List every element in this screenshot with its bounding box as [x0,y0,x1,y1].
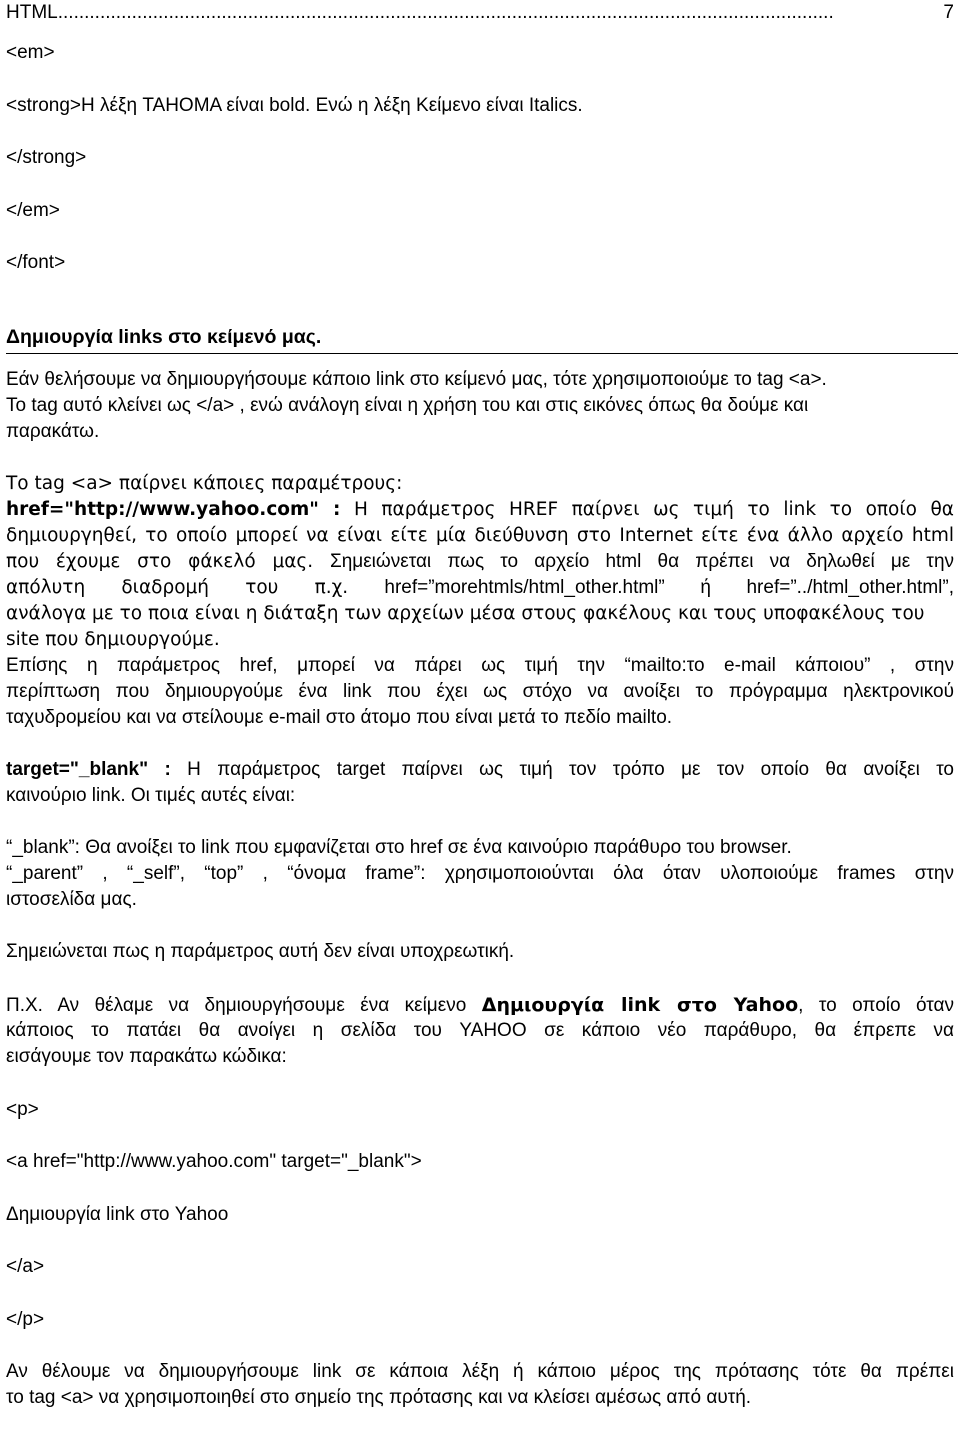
code-line: </strong> [6,147,87,168]
intro-line: Το tag αυτό κλείνει ως </a> , ενώ ανάλογη είναι η χρήση του και στις εικόνες όπως θα δούμε και [6,395,809,416]
href-line: ταχυδρομείου και να στείλουμε e-mail στο άτομο που είναι μετά το πεδίο mailto. [6,707,673,728]
code-line: <p> [6,1099,39,1120]
href-line-text: απόλυτη διαδρομή του π.χ. [6,577,349,598]
section-title: Δημιουργία links στο κείμενό μας. [6,326,322,348]
example-suffix: , το οποίο όταν [798,995,955,1016]
href-line-text: href=”morehtmls/html_other.html” ή href=”../html_other.html”, [384,577,954,598]
href-line-text: που έχουμε στο φάκελό μας. [6,551,314,572]
target-line-text: Οι τιμές αυτές είναι: [130,785,296,806]
href-line [6,575,954,601]
example-line [6,992,954,1019]
intro-line: Εάν θελήσουμε να δημιουργήσουμε κάποιο link στο κείμενό μας, τότε χρησιμοποιούμε το tag <a>. [6,369,827,390]
target-line [6,783,954,809]
note-line: Σημειώνεται πως η παράμετρος αυτή δεν είναι υποχρεωτική. [6,941,515,962]
closing-line: το tag <a> να χρησιμοποιηθεί στο σημείο της πρότασης και να κλείσει αμέσως από αυτή. [6,1387,752,1408]
section-divider [6,353,958,354]
value-line: ιστοσελίδα μας. [6,889,137,910]
toc-line [6,0,954,26]
href-line: δημιουργηθεί, το οποίο μπορεί να είναι είτε μία διεύθυνση στο Internet είτε ένα άλλο αρχείο html [6,525,954,546]
code-line: <em> [6,42,55,63]
href-line-text: Σημειώνεται πως το αρχείο html θα πρέπει να δηλωθεί με την [329,551,955,572]
href-line: Επίσης η παράμετρος href, μπορεί να πάρει ως τιμή την “mailto:το e-mail κάποιου” , στην [6,655,954,676]
href-line [6,549,954,575]
code-line: </font> [6,252,66,273]
href-line [6,497,954,523]
example-line: κάποιος το πατάει θα ανοίγει η σελίδα του YAHOO σε κάποιο νέο παράθυρο, θα έπρεπε να [6,1020,954,1041]
example-prefix: Π.Χ. Αν θέλαμε να δημιουργήσουμε ένα κείμενο [6,995,467,1016]
code-line: </a> [6,1256,45,1277]
toc-title: HTML [6,2,58,23]
code-line: <strong>Η λέξη TAHOMA είναι bold. Ενώ η λέξη Κείμενο είναι Italics. [6,95,583,116]
target-param-label: target="_blank" : [6,759,171,780]
code-line: </p> [6,1309,45,1330]
intro-line: παρακάτω. [6,421,100,442]
href-line: περίπτωση που δημιουργούμε ένα link που έχει ως στόχο να ανοίξει το πρόγραμμα ηλεκτρονικού [6,681,954,702]
value-line: “_parent” , “_self”, “top” , “όνομα frame”: χρησιμοποιούνται όλα όταν υλοποιούμε frames στην [6,863,954,884]
closing-line: Αν θέλουμε να δημιουργήσουμε link σε κάποια λέξη ή κάποιο μέρος της πρότασης τότε θα πρέπει [6,1361,954,1382]
target-line-text: καινούριο link. [6,785,126,806]
toc-page-number: 7 [943,2,954,23]
example-line: εισάγουμε τον παρακάτω κώδικα: [6,1046,287,1067]
href-line: ανάλογα με το ποια είναι η διάταξη των αρχείων μέσα στους φακέλους και τους υποφακέλους του [6,603,925,624]
href-param-label: href="http://www.yahoo.com" : [6,499,341,520]
code-line: Δημιουργία link στο Yahoo [6,1204,229,1225]
code-line: <a href="http://www.yahoo.com" target="_blank"> [6,1151,422,1172]
href-line: site που δημιουργούμε. [6,629,220,650]
example-bold-text: Δημιουργία link στο Yahoo [481,994,799,1016]
code-line: </em> [6,200,60,221]
toc-dots: ................................................................................................................................................... [57,2,834,23]
href-line-text: Η παράμετρος HREF παίρνει ως τιμή το link το οποίο θα [353,499,954,520]
target-line [6,757,954,783]
target-line-text: Η παράμετρος target παίρνει ως τιμή τον τρόπο με τον οποίο θα ανοίξει το [187,759,955,780]
params-intro: Το tag <a> παίρνει κάποιες παραμέτρους: [6,473,403,494]
value-line: “_blank”: Θα ανοίξει το link που εμφανίζεται στο href σε ένα καινούριο παράθυρο του browser. [6,837,792,858]
